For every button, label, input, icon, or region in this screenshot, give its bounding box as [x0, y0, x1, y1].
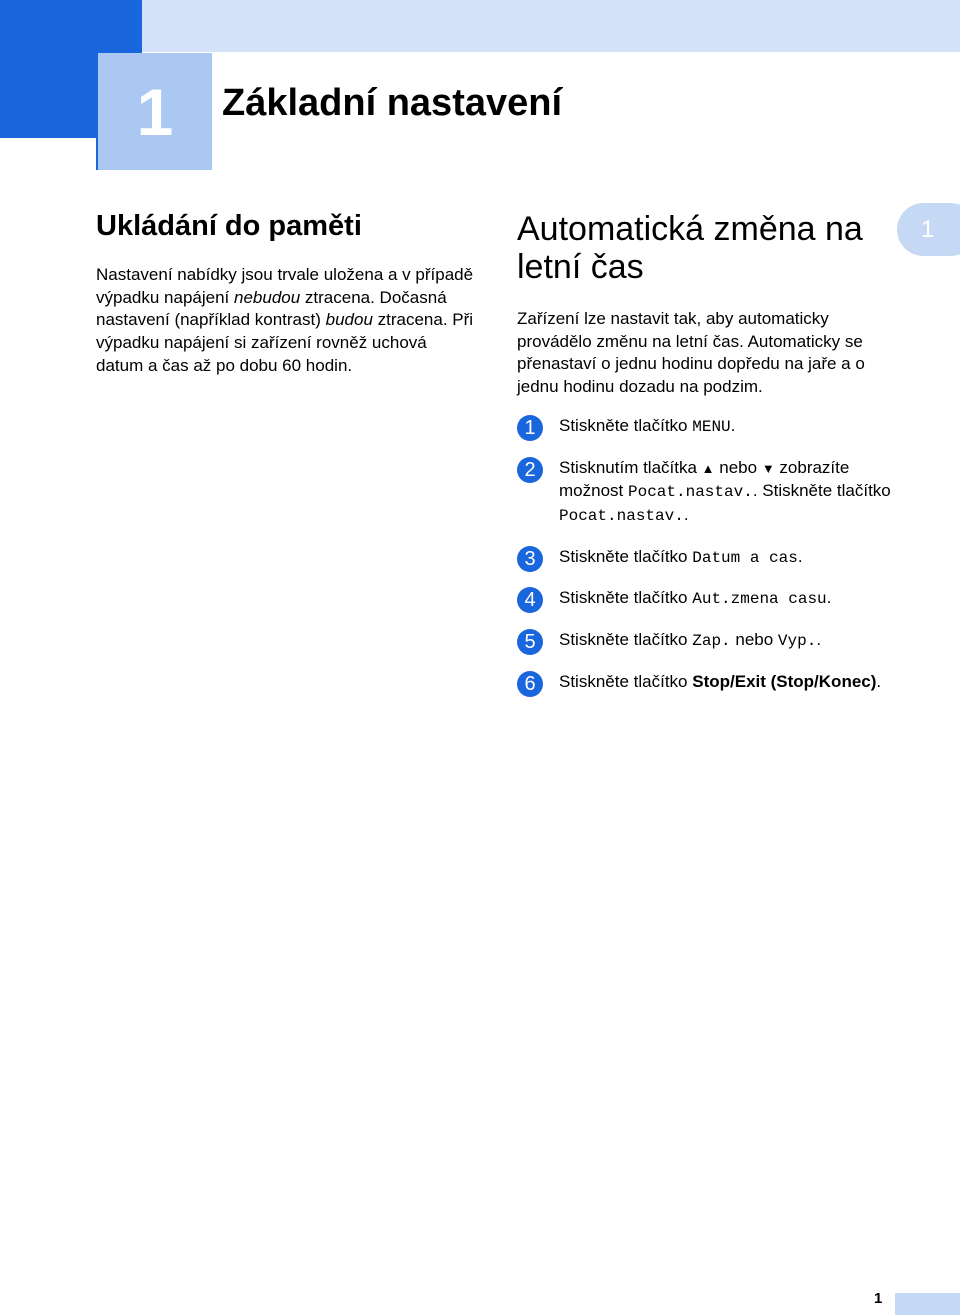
emphasis-text: nebudou: [234, 287, 301, 307]
step-item: [517, 457, 907, 528]
dst-intro-paragraph: Zařízení lze nastavit tak, aby automaticky provádělo změnu na letní čas. Automaticky se přenastaví o jednu hodinu dopředu na jaře a o jednu hodinu dozadu na podzim.: [517, 309, 865, 397]
step-text-run: .: [876, 671, 882, 691]
display-option-text: Aut.zmena casu: [692, 590, 827, 609]
section-heading-memory: Ukládání do paměti: [96, 210, 362, 242]
step-item: [517, 415, 907, 439]
step-text-run: . Stiskněte tlačítko: [752, 481, 891, 501]
paragraph-text: ztracena. Dočasná nastavení (například kontrast): [96, 287, 447, 330]
paragraph-text: Nastavení nabídky jsou trvale uložena a v případě výpadku napájení: [96, 265, 474, 307]
step-item: [517, 671, 907, 694]
chapter-number-box: [96, 53, 212, 170]
step-item: [517, 546, 907, 570]
step-text: [559, 630, 821, 649]
down-arrow-icon: ▼: [761, 460, 775, 476]
footer-band: [895, 1293, 960, 1315]
step-text-run: nebo: [714, 457, 762, 477]
memory-paragraph: [96, 264, 476, 378]
left-column: [96, 210, 476, 378]
step-number-badge: 4: [517, 587, 543, 613]
step-number-badge: 5: [517, 629, 543, 655]
step-text-run: zobrazíte možnost: [559, 457, 850, 501]
step-text-run: .: [730, 415, 736, 435]
step-text-run: Stisknutím tlačítka: [559, 457, 702, 477]
step-text: [559, 458, 891, 524]
display-option-text: Datum a cas: [692, 548, 798, 567]
step-text-run: Stiskněte tlačítko: [559, 546, 693, 566]
header-band: [142, 0, 960, 52]
step-item: [517, 587, 907, 611]
page-number: 1: [874, 1290, 883, 1307]
step-text-run: Stiskněte tlačítko: [559, 630, 693, 650]
display-option-text: MENU: [692, 417, 731, 436]
step-text-run: Stiskněte tlačítko: [559, 415, 693, 435]
display-option-text: Vyp.: [777, 632, 817, 651]
step-text-run: .: [797, 546, 803, 566]
step-text-run: Stiskněte tlačítko: [559, 588, 693, 608]
step-number-badge: 2: [517, 457, 543, 483]
emphasis-text: budou: [325, 310, 373, 330]
display-option-text: Pocat.nastav.: [627, 483, 753, 502]
display-option-text: Zap.: [692, 632, 731, 651]
display-option-text: Pocat.nastav.: [559, 506, 684, 525]
step-text-run: .: [826, 588, 832, 608]
steps-list: [517, 415, 907, 694]
chapter-side-tab: 1: [897, 203, 960, 256]
step-text: [559, 547, 803, 566]
step-text-run: Stiskněte tlačítko: [559, 671, 693, 691]
step-text: [559, 588, 831, 607]
step-text-run: .: [816, 630, 822, 650]
chapter-number: 1: [136, 74, 174, 149]
step-text: [559, 416, 735, 435]
step-number-badge: 6: [517, 671, 543, 697]
key-name-text: Stop/Exit (Stop/Konec): [692, 671, 877, 691]
chapter-title: Základní nastavení: [222, 82, 563, 124]
step-number-badge: 1: [517, 415, 543, 441]
step-text: [559, 672, 881, 691]
right-column: [517, 210, 907, 711]
step-text-run: nebo: [730, 630, 778, 650]
up-arrow-icon: ▲: [701, 460, 715, 476]
step-text-run: .: [683, 504, 689, 524]
step-item: [517, 629, 907, 653]
section-heading-dst: Automatická změna na letní čas: [517, 210, 863, 286]
step-number-badge: 3: [517, 546, 543, 572]
paragraph-text: ztracena. Při výpadku napájení si zařízení rovněž uchová datum a čas až po dobu 60 hodin.: [96, 310, 474, 375]
